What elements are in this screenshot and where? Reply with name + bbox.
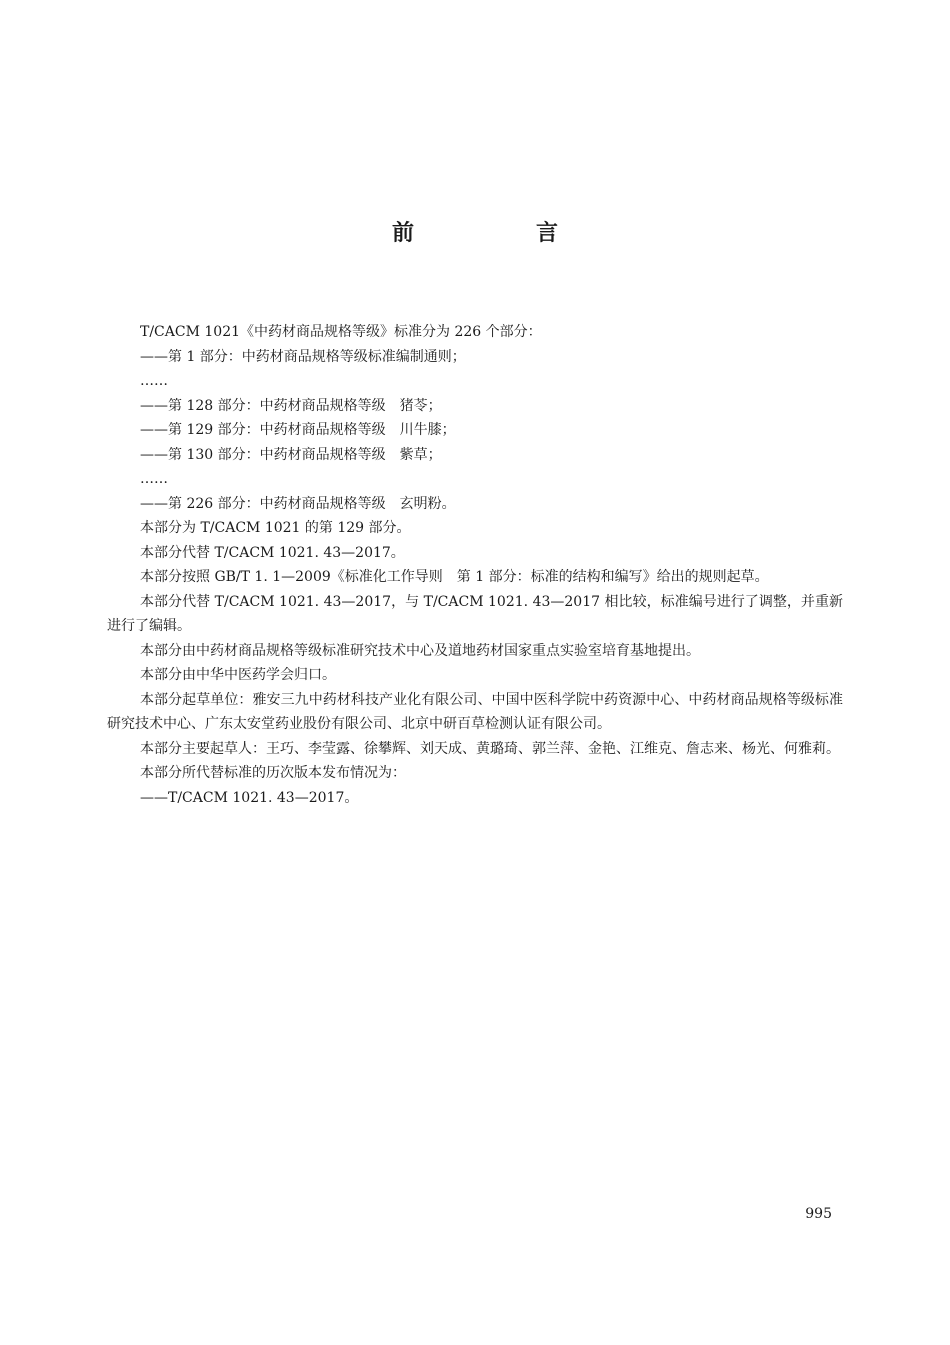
part-list-ellipsis: …… (140, 471, 168, 487)
part-list-item: ——第 129 部分：中药材商品规格等级 川牛膝； (140, 422, 456, 438)
paragraph-history-intro: 本部分所代替标准的历次版本发布情况为： (140, 765, 406, 781)
paragraph-part-number: 本部分为 T/CACM 1021 的第 129 部分。 (140, 520, 411, 536)
paragraph-changes: 本部分代替 T/CACM 1021. 43—2017，与 T/CACM 1021. 43—2017 相比较，标准编号进行了调整，并重新进行了编辑。 (107, 593, 843, 634)
part-list-item: ——第 1 部分：中药材商品规格等级标准编制通则； (140, 348, 466, 365)
paragraph-replaces: 本部分代替 T/CACM 1021. 43—2017。 (140, 544, 405, 561)
preface-body (107, 320, 843, 810)
paragraph-drafters: 本部分主要起草人：王巧、李莹露、徐攀辉、刘天成、黄璐琦、郭兰萍、金艳、江维克、詹志来、杨光、何雅莉。 (140, 740, 840, 757)
paragraph-administered-by: 本部分由中华中医药学会归口。 (140, 667, 336, 683)
paragraph-proposed-by: 本部分由中药材商品规格等级标准研究技术中心及道地药材国家重点实验室培育基地提出。 (140, 642, 700, 659)
part-list-item: ——第 130 部分：中药材商品规格等级 紫草； (140, 446, 442, 463)
page-title: 前 言 (391, 221, 608, 246)
paragraph-drafting-rules: 本部分按照 GB/T 1. 1—2009《标准化工作导则 第 1 部分：标准的结构和编写》给出的规则起草。 (140, 569, 769, 585)
paragraph-drafting-units: 本部分起草单位：雅安三九中药材科技产业化有限公司、中国中医科学院中药资源中心、中药材商品规格等级标准研究技术中心、广东太安堂药业股份有限公司、北京中研百草检测认证有限公司。 (107, 691, 843, 732)
intro-line: T/CACM 1021《中药材商品规格等级》标准分为 226 个部分： (140, 324, 542, 340)
part-list-item: ——第 226 部分：中药材商品规格等级 玄明粉。 (140, 495, 456, 512)
history-list-item: ——T/CACM 1021. 43—2017。 (140, 789, 359, 806)
page-number: 995 (805, 1206, 832, 1222)
part-list-item: ——第 128 部分：中药材商品规格等级 猪苓； (140, 397, 442, 414)
part-list-ellipsis: …… (140, 373, 168, 389)
